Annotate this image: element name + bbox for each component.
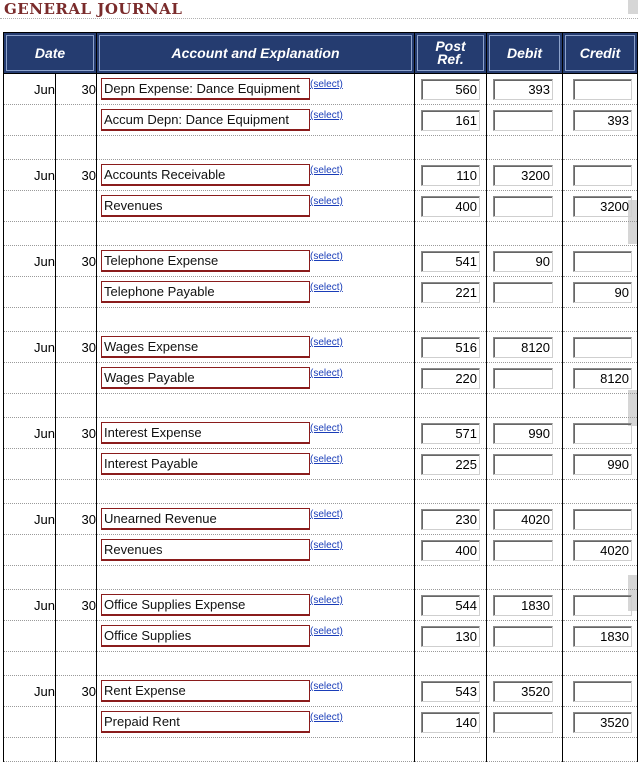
credit-cell: [563, 246, 638, 277]
date-month: [4, 707, 56, 738]
date-month: [4, 363, 56, 394]
post-ref-header: Post Ref.: [415, 33, 487, 74]
account-cell: [97, 535, 415, 566]
debit-cell: [487, 535, 563, 566]
credit-cell: [563, 590, 638, 621]
account-field[interactable]: Office Supplies Expense: [101, 594, 310, 616]
debit-input[interactable]: 3520: [493, 681, 553, 702]
date-month: [4, 105, 56, 136]
debit-cell: [487, 676, 563, 707]
journal-line: [4, 621, 638, 652]
entry-spacer-row: [4, 480, 638, 504]
account-cell: [97, 160, 415, 191]
account-cell: [97, 418, 415, 449]
date-day: 30: [56, 590, 97, 621]
entry-spacer-row: [4, 738, 638, 762]
account-field[interactable]: Revenues: [101, 539, 310, 561]
date-day: [56, 621, 97, 652]
date-day: 30: [56, 676, 97, 707]
account-cell: [97, 191, 415, 222]
select-account-link[interactable]: (select): [310, 712, 343, 723]
account-cell: [97, 332, 415, 363]
credit-input[interactable]: [573, 337, 632, 358]
general-journal-table: [3, 32, 638, 762]
select-account-link[interactable]: (select): [310, 509, 343, 520]
account-cell: [97, 449, 415, 480]
date-month: [4, 449, 56, 480]
account-cell: [97, 707, 415, 738]
post-ref-input[interactable]: 400: [421, 540, 480, 561]
select-account-link[interactable]: (select): [310, 454, 343, 465]
entry-spacer-row: [4, 222, 638, 246]
date-day: 30: [56, 332, 97, 363]
debit-cell: [487, 707, 563, 738]
journal-body: [4, 74, 638, 762]
post-ref-cell: [415, 363, 487, 394]
date-month: Jun: [4, 504, 56, 535]
debit-cell: [487, 246, 563, 277]
post-ref-input[interactable]: 516: [421, 337, 480, 358]
journal-line: [4, 449, 638, 480]
credit-input[interactable]: [573, 165, 632, 186]
account-field[interactable]: Prepaid Rent: [101, 711, 310, 733]
post-ref-input[interactable]: 225: [421, 454, 480, 475]
debit-cell: [487, 504, 563, 535]
select-account-link[interactable]: (select): [310, 681, 343, 692]
credit-input[interactable]: [573, 681, 632, 702]
date-day: [56, 363, 97, 394]
account-field[interactable]: Rent Expense: [101, 680, 310, 702]
post-ref-input[interactable]: 221: [421, 282, 480, 303]
date-day: [56, 707, 97, 738]
date-month: Jun: [4, 246, 56, 277]
date-month: [4, 191, 56, 222]
debit-cell: [487, 74, 563, 105]
journal-line: [4, 707, 638, 738]
credit-input[interactable]: 393: [573, 110, 632, 131]
credit-input[interactable]: [573, 79, 632, 100]
post-ref-cell: [415, 418, 487, 449]
journal-title: GENERAL JOURNAL: [4, 0, 183, 18]
post-ref-cell: [415, 621, 487, 652]
account-cell: [97, 277, 415, 308]
post-ref-input[interactable]: 110: [421, 165, 480, 186]
post-ref-input[interactable]: 161: [421, 110, 480, 131]
credit-cell: [563, 332, 638, 363]
post-ref-cell: [415, 504, 487, 535]
journal-line: [4, 105, 638, 136]
select-account-link[interactable]: (select): [310, 595, 343, 606]
account-field[interactable]: Accounts Receivable: [101, 164, 310, 186]
journal-line: [4, 277, 638, 308]
account-cell: [97, 504, 415, 535]
account-cell: [97, 676, 415, 707]
post-ref-cell: [415, 277, 487, 308]
entry-spacer-row: [4, 566, 638, 590]
journal-line: [4, 191, 638, 222]
journal-line: [4, 246, 638, 277]
account-field[interactable]: Interest Expense: [101, 422, 310, 444]
account-field[interactable]: Office Supplies: [101, 625, 310, 647]
account-field[interactable]: Wages Payable: [101, 367, 310, 389]
account-header: Account and Explanation: [97, 33, 415, 74]
post-ref-input[interactable]: 130: [421, 626, 480, 647]
account-cell: [97, 74, 415, 105]
credit-input[interactable]: 4020: [573, 540, 632, 561]
date-day: 30: [56, 418, 97, 449]
journal-line: [4, 535, 638, 566]
post-ref-input[interactable]: 544: [421, 595, 480, 616]
account-field[interactable]: Wages Expense: [101, 336, 310, 358]
post-ref-cell: [415, 191, 487, 222]
account-cell: [97, 621, 415, 652]
credit-input[interactable]: 990: [573, 454, 632, 475]
debit-cell: [487, 621, 563, 652]
date-month: [4, 535, 56, 566]
account-cell: [97, 590, 415, 621]
credit-cell: [563, 105, 638, 136]
date-day: [56, 191, 97, 222]
date-day: 30: [56, 246, 97, 277]
debit-input[interactable]: [493, 540, 553, 561]
debit-input[interactable]: [493, 712, 553, 733]
entry-spacer-row: [4, 136, 638, 160]
debit-cell: [487, 332, 563, 363]
debit-input[interactable]: [493, 110, 553, 131]
post-ref-input[interactable]: 571: [421, 423, 480, 444]
post-ref-input[interactable]: 230: [421, 509, 480, 530]
select-account-link[interactable]: (select): [310, 368, 343, 379]
debit-header: Debit: [487, 33, 563, 74]
credit-cell: [563, 707, 638, 738]
credit-cell: [563, 504, 638, 535]
scroll-marker: [628, 0, 638, 14]
account-cell: [97, 246, 415, 277]
post-ref-cell: [415, 74, 487, 105]
credit-header: Credit: [563, 33, 638, 74]
credit-cell: [563, 191, 638, 222]
credit-cell: [563, 160, 638, 191]
post-ref-input[interactable]: 400: [421, 196, 480, 217]
journal-line: [4, 418, 638, 449]
credit-input[interactable]: 3520: [573, 712, 632, 733]
select-account-link[interactable]: (select): [310, 423, 343, 434]
credit-cell: [563, 535, 638, 566]
post-ref-cell: [415, 707, 487, 738]
credit-input[interactable]: [573, 509, 632, 530]
journal-line: [4, 160, 638, 191]
date-month: Jun: [4, 676, 56, 707]
journal-line: [4, 332, 638, 363]
date-day: [56, 535, 97, 566]
journal-line: [4, 74, 638, 105]
post-ref-cell: [415, 332, 487, 363]
account-field[interactable]: Interest Payable: [101, 453, 310, 475]
journal-line: [4, 676, 638, 707]
debit-input[interactable]: 990: [493, 423, 553, 444]
journal-line: [4, 363, 638, 394]
debit-cell: [487, 191, 563, 222]
credit-cell: [563, 621, 638, 652]
account-field[interactable]: Unearned Revenue: [101, 508, 310, 530]
post-ref-input[interactable]: 220: [421, 368, 480, 389]
post-ref-input[interactable]: 543: [421, 681, 480, 702]
date-day: [56, 277, 97, 308]
debit-cell: [487, 363, 563, 394]
account-field[interactable]: Depn Expense: Dance Equipment: [101, 78, 310, 100]
title-divider: [0, 18, 638, 19]
credit-input[interactable]: 90: [573, 282, 632, 303]
account-cell: [97, 363, 415, 394]
credit-input[interactable]: [573, 423, 632, 444]
debit-input[interactable]: [493, 454, 553, 475]
date-day: 30: [56, 74, 97, 105]
date-day: 30: [56, 160, 97, 191]
header-row: [4, 33, 638, 74]
select-account-link[interactable]: (select): [310, 251, 343, 262]
select-account-link[interactable]: (select): [310, 196, 343, 207]
journal-line: [4, 590, 638, 621]
account-field[interactable]: Revenues: [101, 195, 310, 217]
credit-input[interactable]: [573, 595, 632, 616]
debit-cell: [487, 160, 563, 191]
debit-input[interactable]: [493, 626, 553, 647]
date-month: Jun: [4, 332, 56, 363]
credit-cell: [563, 74, 638, 105]
credit-input[interactable]: 1830: [573, 626, 632, 647]
account-field[interactable]: Telephone Payable: [101, 281, 310, 303]
debit-cell: [487, 449, 563, 480]
select-account-link[interactable]: (select): [310, 626, 343, 637]
select-account-link[interactable]: (select): [310, 79, 343, 90]
date-header: Date: [4, 33, 97, 74]
journal-line: [4, 504, 638, 535]
account-cell: [97, 105, 415, 136]
debit-cell: [487, 590, 563, 621]
account-field[interactable]: Accum Depn: Dance Equipment: [101, 109, 310, 131]
debit-input[interactable]: 8120: [493, 337, 553, 358]
post-ref-input[interactable]: 560: [421, 79, 480, 100]
debit-input[interactable]: 3200: [493, 165, 553, 186]
debit-input[interactable]: 4020: [493, 509, 553, 530]
post-ref-cell: [415, 160, 487, 191]
debit-cell: [487, 105, 563, 136]
credit-input[interactable]: 3200: [573, 196, 632, 217]
debit-input[interactable]: 90: [493, 251, 553, 272]
post-ref-cell: [415, 676, 487, 707]
date-month: [4, 277, 56, 308]
select-account-link[interactable]: (select): [310, 282, 343, 293]
credit-input[interactable]: [573, 251, 632, 272]
post-ref-input[interactable]: 541: [421, 251, 480, 272]
credit-cell: [563, 676, 638, 707]
debit-input[interactable]: [493, 282, 553, 303]
post-ref-cell: [415, 449, 487, 480]
date-month: [4, 621, 56, 652]
select-account-link[interactable]: (select): [310, 165, 343, 176]
debit-cell: [487, 277, 563, 308]
credit-cell: [563, 277, 638, 308]
date-day: 30: [56, 504, 97, 535]
date-month: Jun: [4, 418, 56, 449]
post-ref-input[interactable]: 140: [421, 712, 480, 733]
entry-spacer-row: [4, 394, 638, 418]
post-ref-cell: [415, 246, 487, 277]
select-account-link[interactable]: (select): [310, 337, 343, 348]
date-month: Jun: [4, 590, 56, 621]
date-day: [56, 105, 97, 136]
select-account-link[interactable]: (select): [310, 540, 343, 551]
post-ref-cell: [415, 590, 487, 621]
debit-input[interactable]: [493, 368, 553, 389]
post-ref-cell: [415, 535, 487, 566]
debit-input[interactable]: [493, 196, 553, 217]
debit-cell: [487, 418, 563, 449]
entry-spacer-row: [4, 308, 638, 332]
date-day: [56, 449, 97, 480]
credit-cell: [563, 363, 638, 394]
entry-spacer-row: [4, 652, 638, 676]
account-field[interactable]: Telephone Expense: [101, 250, 310, 272]
debit-input[interactable]: 393: [493, 79, 553, 100]
credit-cell: [563, 449, 638, 480]
credit-input[interactable]: 8120: [573, 368, 632, 389]
date-month: Jun: [4, 74, 56, 105]
post-ref-cell: [415, 105, 487, 136]
debit-input[interactable]: 1830: [493, 595, 553, 616]
credit-cell: [563, 418, 638, 449]
select-account-link[interactable]: (select): [310, 110, 343, 121]
date-month: Jun: [4, 160, 56, 191]
